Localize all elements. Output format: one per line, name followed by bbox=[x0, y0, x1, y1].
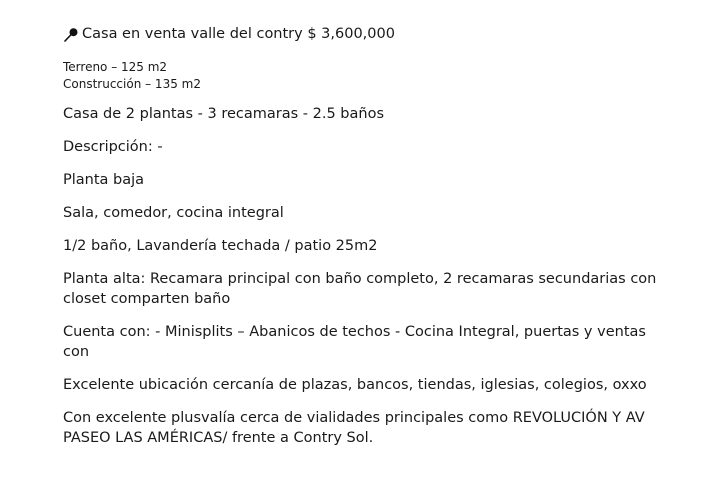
spec-construccion: Construcción – 135 m2 bbox=[63, 77, 201, 91]
pushpin-icon bbox=[63, 27, 79, 43]
paragraph-planta-alta: Planta alta: Recamara principal con baño completo, 2 recamaras secundarias con closet comparten baño bbox=[63, 271, 657, 307]
spec-terreno: Terreno – 125 m2 bbox=[63, 60, 168, 74]
paragraph-bano-lavanderia: 1/2 baño, Lavandería techada / patio 25m2 bbox=[63, 238, 378, 254]
listing-title-line bbox=[63, 24, 673, 44]
paragraph-planta-baja: Planta baja bbox=[63, 172, 145, 188]
paragraph-ubicacion: Excelente ubicación cercanía de plazas, bancos, tiendas, iglesias, colegios, oxxo bbox=[63, 377, 647, 393]
paragraph-plusvalia: Con excelente plusvalía cerca de vialidades principales como REVOLUCIÓN Y AV PASEO LAS AMÉRICAS/ frente a Contry Sol. bbox=[63, 410, 645, 446]
listing-title: Casa en venta valle del contry $ 3,600,000 bbox=[82, 26, 395, 42]
paragraph-descripcion: Descripción: - bbox=[63, 139, 163, 155]
paragraph-plantas: Casa de 2 plantas - 3 recamaras - 2.5 baños bbox=[63, 106, 385, 122]
listing-document bbox=[63, 24, 673, 448]
paragraph-sala: Sala, comedor, cocina integral bbox=[63, 205, 284, 221]
specs-block bbox=[63, 59, 673, 93]
paragraph-cuenta-con: Cuenta con: - Minisplits – Abanicos de techos - Cocina Integral, puertas y ventas con bbox=[63, 324, 646, 360]
